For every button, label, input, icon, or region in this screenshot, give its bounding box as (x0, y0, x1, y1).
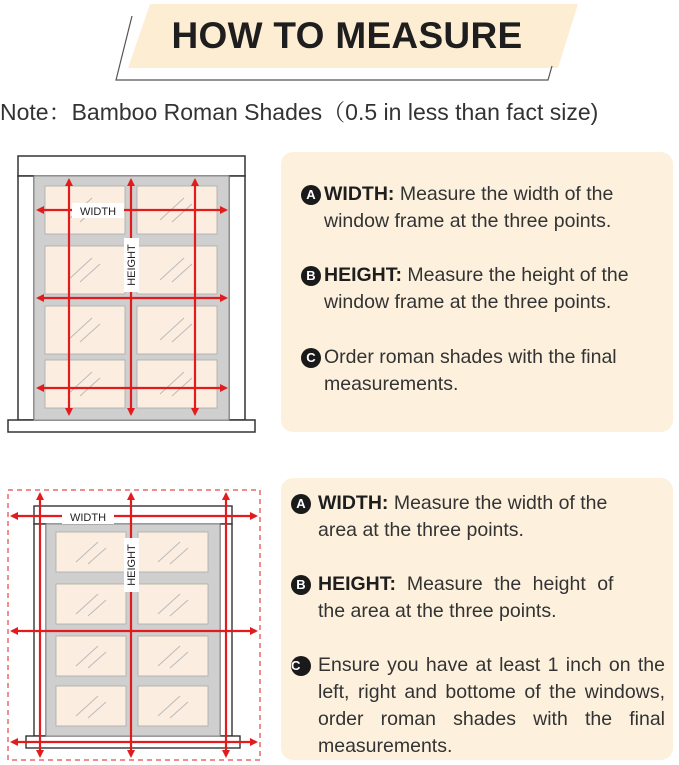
outside-mount-instructions (281, 478, 673, 760)
step-text: the area at the three points. (318, 600, 557, 622)
step-text: window frame at the three points. (324, 291, 612, 313)
badge-c-icon: C (301, 348, 321, 368)
step-b (291, 571, 665, 625)
step-label: HEIGHT: (324, 264, 402, 286)
step-a (301, 181, 671, 235)
note-text: Note：Bamboo Roman Shades（0.5 in less than fact size) (0, 99, 599, 125)
badge-b-icon: B (301, 266, 321, 286)
step-b (301, 262, 671, 316)
step-text: area at the three points. (318, 519, 524, 541)
step-text: window frame at the three points. (324, 210, 612, 232)
width-label: WIDTH (79, 206, 117, 218)
step-c (291, 652, 665, 760)
step-label: WIDTH: (324, 183, 395, 205)
height-label: HEIGHT (126, 544, 138, 586)
step-label: WIDTH: (318, 492, 389, 514)
step-text: Measure the width of the (393, 492, 608, 514)
step-text: Measure the width of the (399, 183, 614, 205)
step-label: HEIGHT: (318, 573, 396, 595)
step-text: Order roman shades with the final (324, 346, 617, 368)
step-text: measurements. (324, 373, 459, 395)
badge-a-icon: A (291, 494, 311, 514)
step-text: Measure the height of (406, 573, 614, 595)
step-text: Measure the height of the (407, 264, 629, 286)
height-label: HEIGHT (126, 244, 138, 286)
inside-mount-diagram (0, 150, 270, 440)
outside-mount-diagram (0, 486, 270, 764)
step-c (301, 344, 671, 398)
badge-b-icon: B (291, 575, 311, 595)
width-label: WIDTH (69, 512, 107, 524)
step-text: Ensure you have at least 1 inch on the left, right and bottome of the windows, order roman shades with the final measurements. (318, 654, 665, 757)
title-banner (112, 2, 582, 84)
page-title: HOW TO MEASURE (171, 15, 523, 56)
step-a (291, 490, 665, 544)
badge-a-icon: A (301, 185, 321, 205)
inside-mount-instructions (281, 152, 673, 432)
badge-c-icon: C (291, 656, 311, 676)
